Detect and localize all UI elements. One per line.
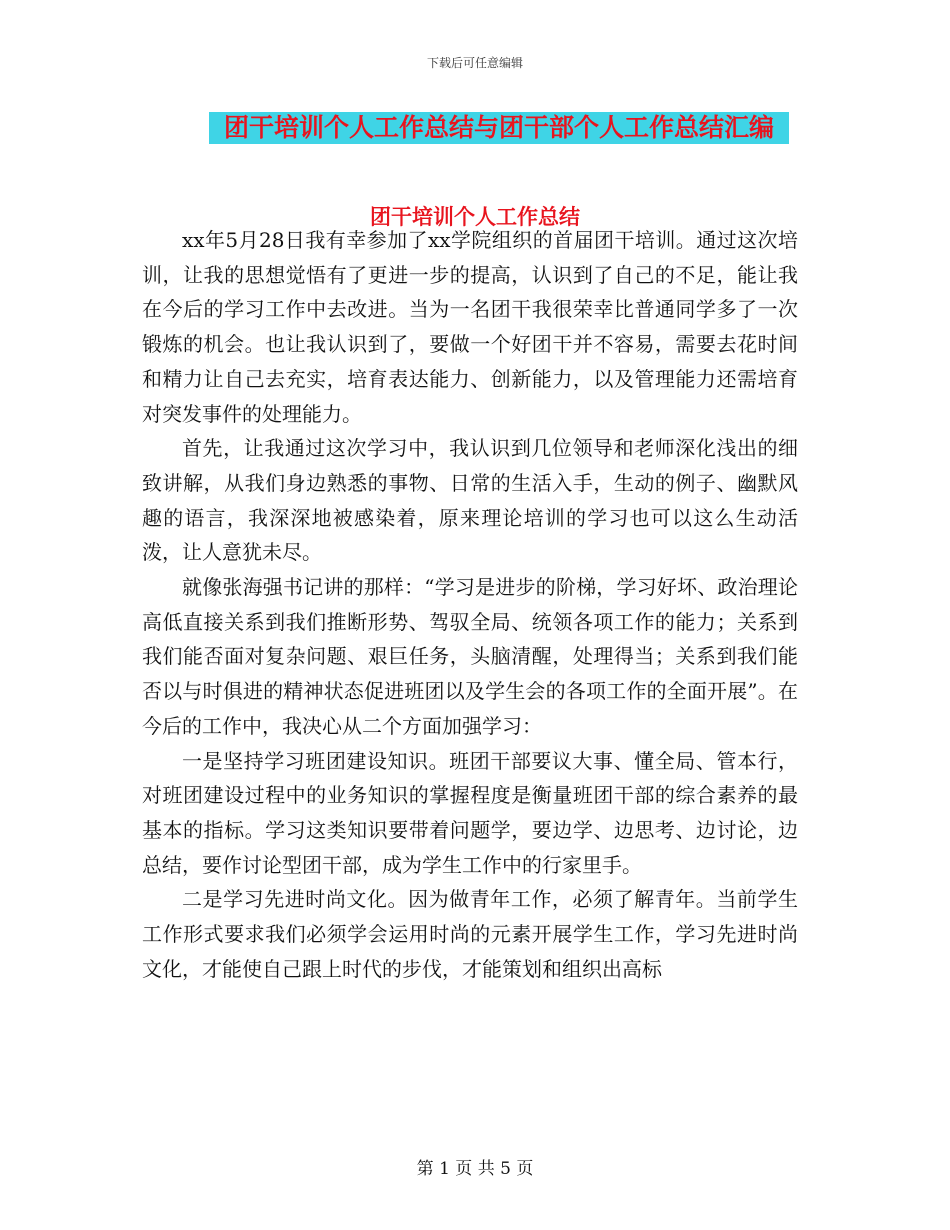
page-header: 下载后可任意编辑: [426, 56, 523, 70]
page-footer: 第 1 页 共 5 页: [416, 1159, 534, 1179]
paragraph: 就像张海强书记讲的那样：“学习是进步的阶梯，学习好坏、政治理论高低直接关系到我们推断形势、驾驭全局、统领各项工作的能力；关系到我们能否面对复杂问题、艰巨任务，头脑清醒，处理得当；关系到我们能否以与时俱进的精神状态促进班团以及学生会的各项工作的全面开展”。在今后的工作中，我决心从二个方面加强学习：: [142, 575, 798, 738]
paragraph: 首先，让我通过这次学习中，我认识到几位领导和老师深化浅出的细致讲解，从我们身边熟悉的事物、日常的生活入手，生动的例子、幽默风趣的语言，我深深地被感染着，原来理论培训的学习也可以这么生动活泼，让人意犹未尽。: [142, 436, 798, 565]
paragraph: 二是学习先进时尚文化。因为做青年工作，必须了解青年。当前学生工作形式要求我们必须学会运用时尚的元素开展学生工作，学习先进时尚文化，才能使自己跟上时代的步伐，才能策划和组织出高标: [142, 887, 798, 981]
document-title: 团干培训个人工作总结与团干部个人工作总结汇编: [209, 112, 789, 144]
document-body: [142, 223, 798, 986]
paragraph: xx年5月28日我有幸参加了xx学院组织的首届团干培训。通过这次培训，让我的思想觉悟有了更进一步的提高，认识到了自己的不足，能让我在今后的学习工作中去改进。当为一名团干我很荣幸比普通同学多了一次锻炼的机会。也让我认识到了，要做一个好团干并不容易，需要去花时间和精力让自己去充实，培育表达能力、创新能力，以及管理能力还需培育对突发事件的处理能力。: [142, 228, 798, 426]
paragraph: 一是坚持学习班团建设知识。班团干部要议大事、懂全局、管本行，对班团建设过程中的业务知识的掌握程度是衡量班团干部的综合素养的最基本的指标。学习这类知识要带着问题学，要边学、边思考、边讨论，边总结，要作讨论型团干部，成为学生工作中的行家里手。: [142, 748, 798, 877]
section-title: 团干培训个人工作总结: [370, 204, 580, 229]
